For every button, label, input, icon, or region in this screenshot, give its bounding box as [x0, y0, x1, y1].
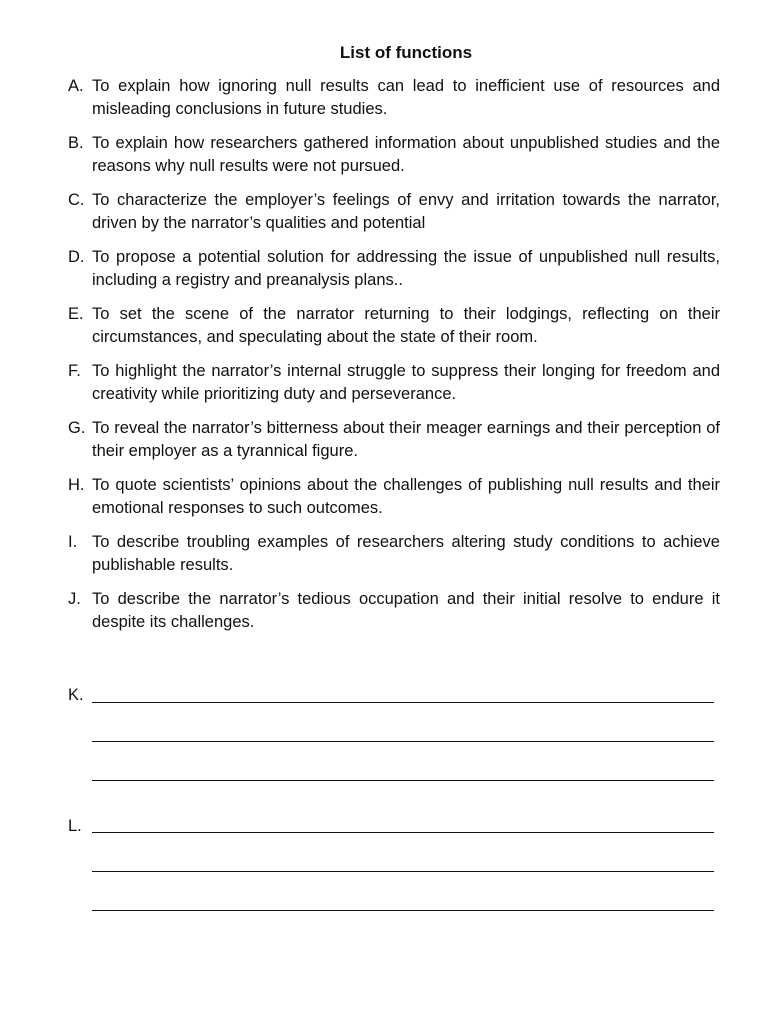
item-text: To characterize the employer’s feelings of envy and irritation towards the narrator, driven by the narrator’s qualities and potential — [92, 191, 720, 232]
item-letter: C. — [68, 191, 85, 209]
list-item-e — [68, 303, 720, 348]
item-letter: J. — [68, 590, 81, 608]
list-item-j — [68, 588, 720, 633]
list-item-b — [68, 132, 720, 177]
item-letter: D. — [68, 248, 85, 266]
item-letter: H. — [68, 476, 85, 494]
item-text: To explain how researchers gathered information about unpublished studies and the reasons why null results were not pursued. — [92, 134, 720, 175]
list-item-g — [68, 417, 720, 462]
answer-line[interactable] — [92, 702, 714, 703]
list-item-h — [68, 474, 720, 519]
blank-item-l — [68, 815, 714, 915]
item-letter: F. — [68, 362, 81, 380]
item-text: To describe troubling examples of researchers altering study conditions to achieve publishable results. — [92, 533, 720, 574]
item-text: To describe the narrator’s tedious occupation and their initial resolve to endure it despite its challenges. — [92, 590, 720, 631]
blank-letter: L. — [68, 817, 82, 835]
item-text: To reveal the narrator’s bitterness about their meager earnings and their perception of their employer as a tyrannical figure. — [92, 419, 720, 460]
blank-letter: K. — [68, 686, 84, 704]
blank-item-k — [68, 684, 714, 784]
item-letter: B. — [68, 134, 84, 152]
item-letter: E. — [68, 305, 84, 323]
list-item-c — [68, 189, 720, 234]
list-item-i — [68, 531, 720, 576]
item-letter: G. — [68, 419, 86, 437]
item-text: To highlight the narrator’s internal struggle to suppress their longing for freedom and creativity while prioritizing duty and perseverance. — [92, 362, 720, 403]
answer-line[interactable] — [92, 741, 714, 742]
answer-line[interactable] — [92, 871, 714, 872]
list-item-a — [68, 75, 720, 120]
list-item-f — [68, 360, 720, 405]
page-title: List of functions — [339, 43, 473, 62]
answer-line[interactable] — [92, 780, 714, 781]
functions-list — [68, 75, 720, 645]
item-text: To set the scene of the narrator returning to their lodgings, reflecting on their circumstances, and speculating about the state of their room. — [92, 305, 720, 346]
item-text: To propose a potential solution for addressing the issue of unpublished null results, including a registry and preanalysis plans.. — [92, 248, 720, 289]
list-item-d — [68, 246, 720, 291]
item-letter: I. — [68, 533, 78, 551]
answer-line[interactable] — [92, 910, 714, 911]
item-text: To quote scientists’ opinions about the challenges of publishing null results and their emotional responses to such outcomes. — [92, 476, 720, 517]
item-letter: A. — [68, 77, 84, 95]
item-text: To explain how ignoring null results can lead to inefficient use of resources and misleading conclusions in future studies. — [92, 77, 720, 118]
answer-line[interactable] — [92, 832, 714, 833]
